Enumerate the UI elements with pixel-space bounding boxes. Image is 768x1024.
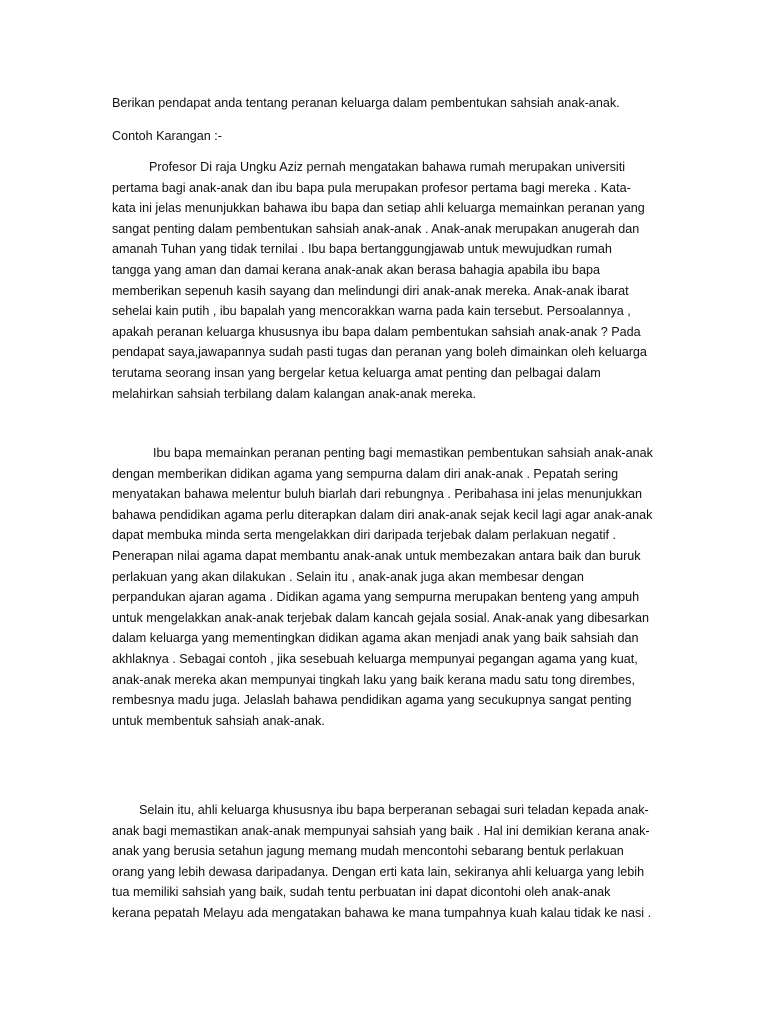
text-line: untuk membentuk sahsiah anak-anak. <box>112 713 325 728</box>
text-line: sangat penting dalam pembentukan sahsiah anak-anak . Anak-anak merupakan anugerah dan <box>112 221 640 236</box>
text-line: memberikan sepenuh kasih sayang dan melindungi diri anak-anak mereka. Anak-anak ibarat <box>112 283 629 298</box>
text-line: kata ini jelas menunjukkan bahawa ibu bapa dan setiap ahli keluarga memainkan peranan yang <box>112 201 645 216</box>
text-line: apakah peranan keluarga khususnya ibu bapa dalam pembentukan sahsiah anak-anak ? Pada <box>112 324 641 339</box>
text-line: amanah Tuhan yang tidak ternilai . Ibu bapa bertanggungjawab untuk mewujudkan rumah <box>112 242 612 257</box>
text-line: Selain itu, ahli keluarga khususnya ibu bapa berperanan sebagai suri teladan kepada anak- <box>139 803 649 817</box>
text-line: perlakuan yang akan dilakukan . Selain itu , anak-anak juga akan membesar dengan <box>112 569 584 584</box>
text-line: akhlaknya . Sebagai contoh , jika sesebuah keluarga mempunyai pegangan agama yang kuat, <box>112 651 638 666</box>
text-line: menyatakan bahawa melentur buluh biarlah dari rebungnya . Peribahasa ini jelas menunjukkan <box>112 487 642 502</box>
text-line: pertama bagi anak-anak dan ibu bapa pula merupakan profesor pertama bagi mereka . Kata- <box>112 180 631 195</box>
text-line: tua memiliki sahsiah yang baik, sudah tentu perbuatan ini dapat dicontohi oleh anak-anak <box>112 885 611 900</box>
text-line: Ibu bapa memainkan peranan penting bagi memastikan pembentukan sahsiah anak-anak <box>153 446 653 460</box>
example-essay-label: Contoh Karangan :- <box>112 129 222 143</box>
text-line: anak-anak mereka akan mempunyai tingkah laku yang baik kerana madu satu tong dirembes, <box>112 672 635 687</box>
paragraph-body-2 <box>112 800 672 924</box>
text-line: orang yang lebih dewasa daripadanya. Dengan erti kata lain, sekiranya ahli keluarga yang lebih <box>112 864 645 879</box>
text-line: rembesnya madu juga. Jelaslah bahawa pendidikan agama yang secukupnya sangat penting <box>112 693 632 708</box>
text-line: Penerapan nilai agama dapat membantu anak-anak untuk membezakan antara baik dan buruk <box>112 548 641 563</box>
text-line: kerana pepatah Melayu ada mengatakan bahawa ke mana tumpahnya kuah kalau tidak ke nasi . <box>112 905 652 920</box>
text-line: pendapat saya,jawapannya sudah pasti tugas dan peranan yang boleh dimainkan oleh keluarga <box>112 345 647 360</box>
text-line: dengan memberikan didikan agama yang sempurna dalam diri anak-anak . Pepatah sering <box>112 466 619 481</box>
text-line: anak bagi memastikan anak-anak mempunyai sahsiah yang baik . Hal ini demikian kerana anak- <box>112 823 650 838</box>
text-line: tangga yang aman dan damai kerana anak-anak akan berasa bahagia apabila ibu bapa <box>112 262 601 277</box>
paragraph-introduction <box>112 157 672 404</box>
text-line: anak yang berusia setahun jagung memang mudah mencontohi sebarang bentuk perlakuan <box>112 844 624 859</box>
text-line: terutama seorang insan yang bergelar ketua keluarga amat penting dan pelbagai dalam <box>112 365 601 380</box>
text-line: bahawa pendidikan agama perlu diterapkan dalam diri anak-anak sejak kecil lagi agar anak-anak <box>112 507 653 522</box>
text-line: melahirkan sahsiah terbilang dalam kalangan anak-anak mereka. <box>112 386 477 401</box>
text-line: untuk mengelakkan anak-anak terjebak dalam kancah gejala sosial. Anak-anak yang dibesarkan <box>112 610 649 625</box>
text-line: perpandukan ajaran agama . Didikan agama yang sempurna merupakan benteng yang ampuh <box>112 590 640 605</box>
text-line: Profesor Di raja Ungku Aziz pernah mengatakan bahawa rumah merupakan universiti <box>149 160 626 174</box>
text-line: dapat membuka minda serta mengelakkan diri daripada terjebak dalam perlakuan negatif . <box>112 528 617 543</box>
text-line: dalam keluarga yang mementingkan didikan agama akan menjadi anak yang baik sahsiah dan <box>112 631 639 646</box>
paragraph-body-1 <box>112 443 672 731</box>
text-line: sehelai kain putih , ibu bapalah yang mencorakkan warna pada kain tersebut. Persoalannya , <box>112 304 631 319</box>
essay-prompt: Berikan pendapat anda tentang peranan keluarga dalam pembentukan sahsiah anak-anak. <box>112 96 620 110</box>
